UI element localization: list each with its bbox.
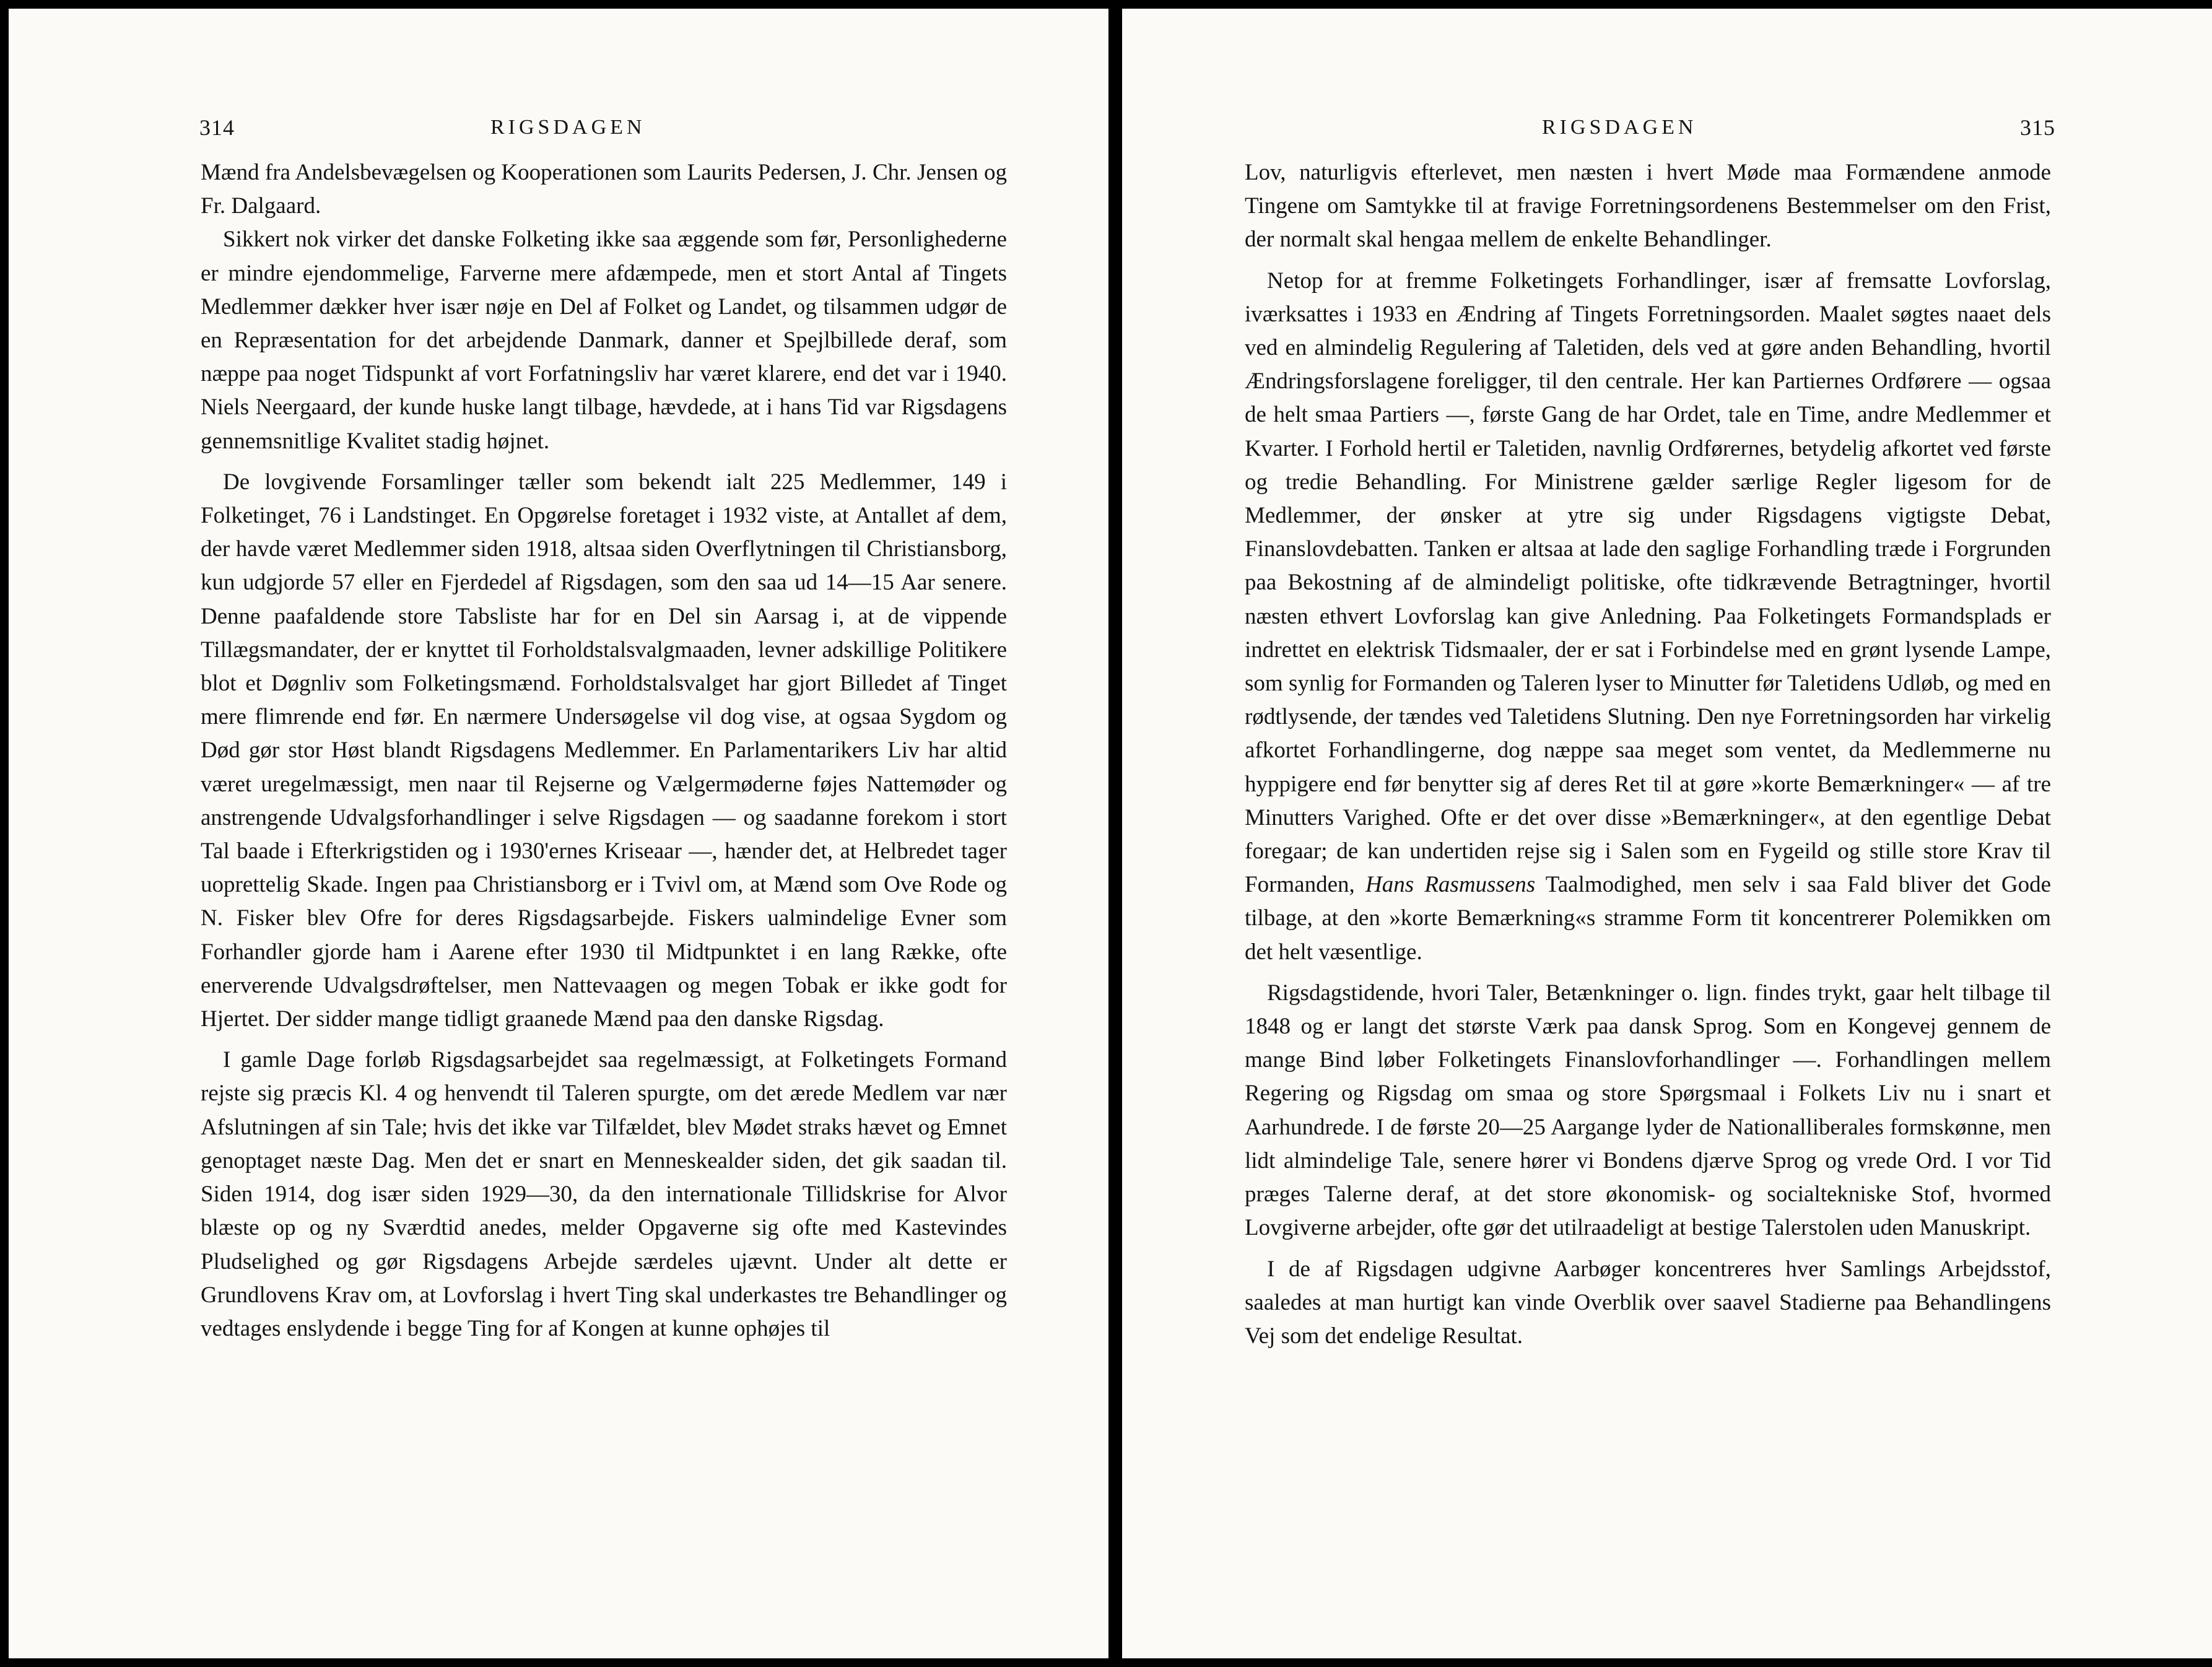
running-head: RIGSDAGEN [1542,116,1697,139]
left-page [9,9,1108,1658]
running-head: RIGSDAGEN [490,116,646,139]
paragraph-text: Netop for at fremme Folketingets Forhandlinger, især af fremsatte Lovforslag, iværksattes i 1933 en Ændring af Tingets Forretningsorden. Maalet søgtes naaet dels ved en almindelig Regulering af Taletiden, dels ved at gøre anden Behandling, hvortil Ændringsforslagene foreligger, til den centrale. Her kan Partiernes Ordførere — ogsaa de helt smaa Partiers —, første Gang de har Ordet, tale en Time, andre Medlemmer et Kvarter. I Forhold hertil er Taletiden, navnlig Ordførernes, betydelig afkortet ved første og tredie Behandling. For Ministrene gælder særlige Regler ligesom for de Medlemmer, der ønsker at ytre sig under Rigsdagens vigtigste Debat, Finanslovdebatten. Tanken er altsaa at lade den saglige Forhandling træde i Forgrunden paa Bekostning af de almindeligt politiske, ofte tidkrævende Betragtninger, hvortil næsten ethvert Lovforslag kan give Anledning. Paa Folketingets Formandsplads er indrettet en elektrisk Tidsmaaler, der er sat i Forbindelse med en grønt lysende Lampe, som synlig for Formanden og Taleren lyser to Minutter før Taletidens Udløb, og med en rødtlysende, der tændes ved Taletidens Slutning. Den nye Forretningsorden har virkelig afkortet Forhandlingerne, dog næppe saa meget som ventet, da Medlemmerne nu hyppigere end før benytter sig af deres Ret til at gøre »korte Bemærkninger« — af tre Minutters Varighed. Ofte er det over disse »Bemærkninger«, at den egentlige Debat foregaar; de kan undertiden rejse sig i Salen som en Fygeild og stille store Krav til Formanden, [1245,268,2051,898]
body-text [201,156,1007,1346]
paragraph: Mænd fra Andelsbevægelsen og Kooperationen som Laurits Pedersen, J. Chr. Jensen og Fr. Dalgaard. [201,160,1007,219]
paragraph: Sikkert nok virker det danske Folketing ikke saa æggende som før, Personlighederne er mindre ejendommelige, Farverne mere afdæmpede, men et stort Antal af Tingets Medlemmer dækker hver især nøje en Del af Folket og Landet, og tilsammen udgør de en Repræsentation for det arbejdende Danmark, danner et Spejlbillede deraf, som næppe paa noget Tidspunkt af vort Forfatningsliv har været klarere, end det var i 1940. Niels Neergaard, der kunde huske langt tilbage, hævdede, at i hans Tid var Rigsdagens gennemsnitlige Kvalitet stadig højnet. [201,227,1007,454]
paragraph: Rigsdagstidende, hvori Taler, Betænkninger o. lign. findes trykt, gaar helt tilbage til 1848 og er langt det største Værk paa dansk Sprog. Som en Kongevej gennem de mange Bind løber Folketingets Finanslovforhandlinger —. Forhandlingen mellem Regering og Rigsdag om smaa og store Spørgsmaal i Folkets Liv nu i snart et Aarhundrede. I de første 20—25 Aargange lyder de Nationalliberales formskønne, men lidt almindelige Tale, senere hører vi Bondens djærve Sprog og vrede Ord. I vor Tid præges Talerne deraf, at det store økonomisk- og socialtekniske Stof, hvormed Lovgiverne arbejder, ofte gør det utilraadeligt at bestige Talerstolen uden Manuskript. [1245,980,2051,1241]
book-gutter [1108,9,1122,1658]
right-page [1122,9,2212,1658]
paragraph [1245,264,2051,969]
page-number: 315 [2020,115,2055,140]
paragraph-text: Taalmodighed, men selv i saa Fald bliver det Gode tilbage, at den »korte Bemærkning«s stramme Form tit koncentrerer Polemikken om det helt væsentlige. [1245,872,2051,965]
paragraph: De lovgivende Forsamlinger tæller som bekendt ialt 225 Medlemmer, 149 i Folketinget, 76 i Landstinget. En Opgørelse foretaget i 1932 viste, at Antallet af dem, der havde været Medlemmer siden 1918, altsaa siden Overflytningen til Christiansborg, kun udgjorde 57 eller en Fjerdedel af Rigsdagen, som den saa ud 14—15 Aar senere. Denne paafaldende store Tabsliste har for en Del sin Aarsag i, at de vippende Tillægsmandater, der er knyttet til Forholdstalsvalgmaaden, levner adskillige Politikere blot et Døgnliv som Folketingsmænd. Forholdstalsvalget har gjort Billedet af Tinget mere flimrende end før. En nærmere Undersøgelse vil dog vise, at ogsaa Sygdom og Død gør stor Høst blandt Rigsdagens Medlemmer. En Parlamentarikers Liv har altid været uregelmæssigt, men naar til Rejserne og Vælgermøderne føjes Nattemøder og anstrengende Udvalgsforhandlinger i selve Rigsdagen — og saadanne forekom i stort Tal baade i Efterkrigstiden og i 1930'ernes Kriseaar —, hænder det, at Helbredet tager uoprettelig Skade. Ingen paa Christiansborg er i Tvivl om, at Mænd som Ove Rode og N. Fisker blev Ofre for deres Rigsdagsarbejde. Fiskers ualmindelige Evner som Forhandler gjorde ham i Aarene efter 1930 til Midtpunktet i en lang Række, ofte enerverende Udvalgsdrøftelser, men Nattevaagen og megen Tobak er ikke godt for Hjertet. Der sidder mange tidligt graanede Mænd paa den danske Rigsdag. [201,469,1007,1032]
body-text [1245,156,2051,1353]
paragraph: I gamle Dage forløb Rigsdagsarbejdet saa regelmæssigt, at Folketingets Formand rejste sig præcis Kl. 4 og henvendt til Taleren spurgte, om det ærede Medlem var nær Afslutningen af sin Tale; hvis det ikke var Tilfældet, blev Mødet straks hævet og Emnet genoptaget næste Dag. Men det er snart en Menneskealder siden, det gik saadan til. Siden 1914, dog især siden 1929—30, da den internationale Tillidskrise for Alvor blæste op og ny Sværdtid anedes, melder Opgaverne sig ofte med Kastevindes Pludselighed og gør Rigsdagens Arbejde særdeles ujævnt. Under alt dette er Grundlovens Krav om, at Lovforslag i hvert Ting skal underkastes tre Behandlinger og vedtages enslydende i begge Ting for af Kongen at kunne ophøjes til [201,1047,1007,1341]
paragraph: Lov, naturligvis efterlevet, men næsten i hvert Møde maa Formændene anmode Tingene om Samtykke til at fravige Forretningsordenens Bestemmelser om den Frist, der normalt skal hengaa mellem de enkelte Behandlinger. [1245,160,2051,253]
italic-name: Hans Rasmussens [1365,872,1536,898]
page-number: 314 [199,115,235,140]
paragraph: I de af Rigsdagen udgivne Aarbøger koncentreres hver Samlings Arbejdsstof, saaledes at man hurtigt kan vinde Overblik over saavel Stadierne paa Behandlingens Vej som det endelige Resultat. [1245,1256,2051,1349]
